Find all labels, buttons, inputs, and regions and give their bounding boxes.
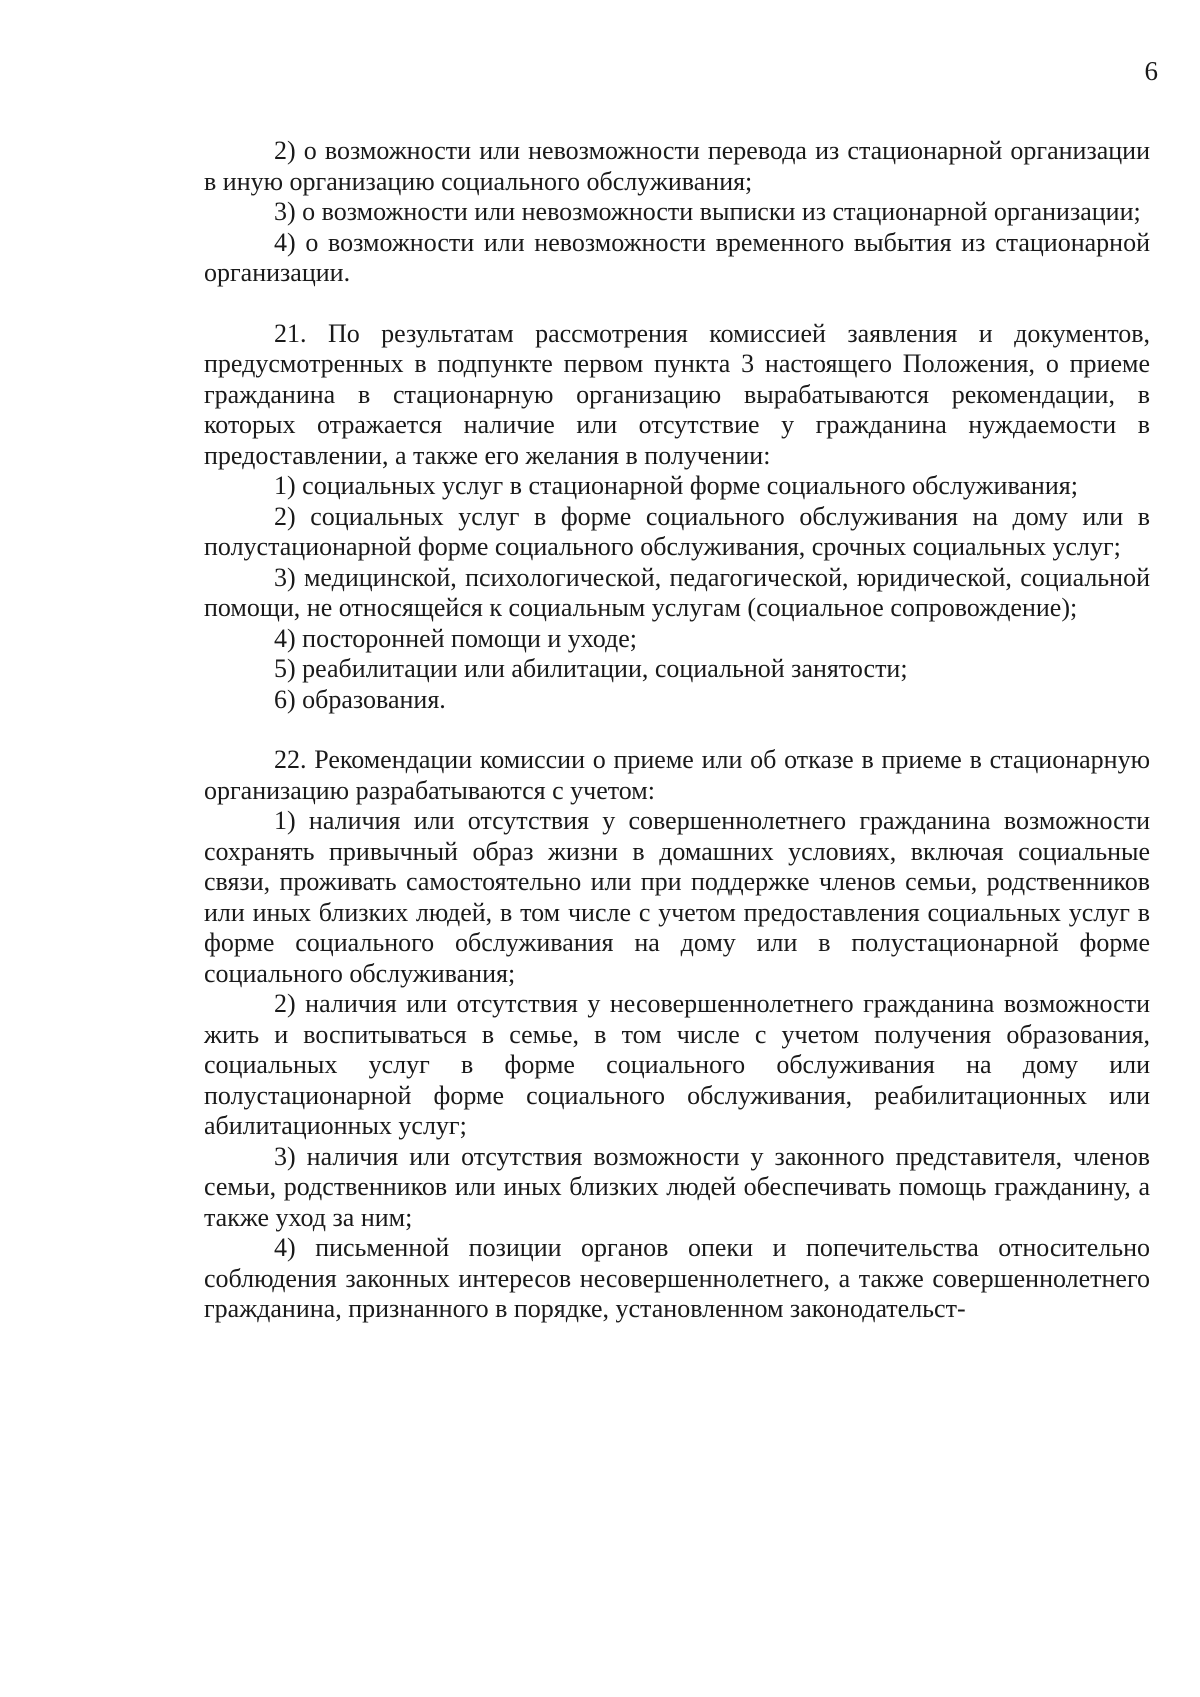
paragraph: 4) о возможности или невозможности временного выбытия из стационарной организации. [204, 227, 1150, 287]
paragraph: 4) посторонней помощи и уходе; [274, 623, 638, 653]
paragraph: 2) о возможности или невозможности перевода из стационарной организации в иную организацию социального обслуживания; [204, 136, 1150, 196]
paragraph: 3) о возможности или невозможности выписки из стационарной организации; [274, 197, 1141, 226]
page-number: 6 [1144, 56, 1158, 86]
document-body [204, 136, 1150, 1325]
paragraph: 4) письменной позиции органов опеки и попечительства относительно соблюдения законных интересов несовершеннолетнего, а также совершеннолетнего гражданина, признанного в порядке, установленном законодательст- [204, 1233, 1150, 1323]
paragraph: 3) медицинской, психологической, педагогической, юридической, социальной помощи, не относящейся к социальным услугам (социальное сопровождение); [204, 562, 1150, 622]
paragraph: 21. По результатам рассмотрения комиссией заявления и документов, предусмотренных в подпункте первом пункта 3 настоящего Положения, о приеме гражданина в стационарную организацию вырабатываются рекомендации, в которых отражается наличие или отсутствие у гражданина нуждаемости в предоставлении, а также его желания в получении: [204, 318, 1150, 470]
paragraph: 2) социальных услуг в форме социального обслуживания на дому или в полустационарной форме социального обслуживания, срочных социальных услуг; [204, 501, 1150, 561]
paragraph: 5) реабилитации или абилитации, социальной занятости; [274, 654, 908, 683]
paragraph: 1) социальных услуг в стационарной форме социального обслуживания; [274, 471, 1078, 500]
paragraph: 1) наличия или отсутствия у совершеннолетнего гражданина возможности сохранять привычный образ жизни в домашних условиях, включая социальные связи, проживать самостоятельно или при поддержке членов семьи, родственников или иных близких людей, в том числе с учетом предоставления социальных услуг в форме социального обслуживания на дому или в полустационарной форме социального обслуживания; [204, 806, 1150, 988]
paragraph: 2) наличия или отсутствия у несовершеннолетнего гражданина возможности жить и воспитываться в семье, в том числе с учетом получения образования, социальных услуг в форме социального обслуживания на дому или полустационарной форме социального обслуживания, реабилитационных или абилитационных услуг; [204, 989, 1150, 1140]
paragraph: 22. Рекомендации комиссии о приеме или об отказе в приеме в стационарную организацию разрабатываются с учетом: [204, 745, 1150, 805]
paragraph: 6) образования. [274, 684, 446, 714]
paragraph: 3) наличия или отсутствия возможности у законного представителя, членов семьи, родственников или иных близких людей обеспечивать помощь гражданину, а также уход за ним; [204, 1141, 1150, 1232]
